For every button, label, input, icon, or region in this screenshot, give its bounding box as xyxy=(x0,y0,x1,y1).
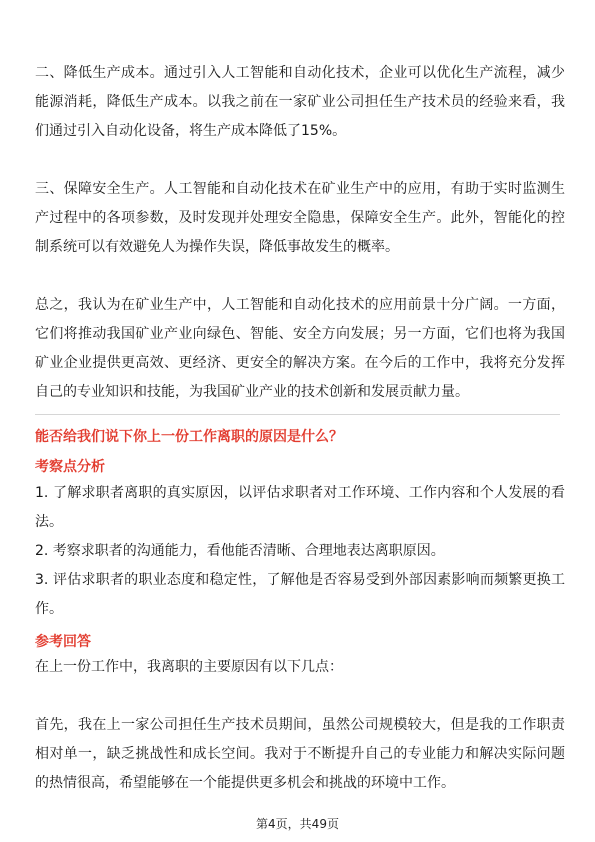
analysis-heading: 考察点分析 xyxy=(35,459,105,475)
page-number-footer: 第4页，共49页 xyxy=(256,817,339,831)
paragraph-safety: 三、保障安全生产。人工智能和自动化技术在矿业生产中的应用，有助于实时监测生产过程中的各项参数，及时发现并处理安全隐患，保障安全生产。此外，智能化的控制系统可以有效避免人为操作失误，降低事故发生的概率。 xyxy=(35,181,565,255)
paragraph-conclusion: 总之，我认为在矿业生产中，人工智能和自动化技术的应用前景十分广阔。一方面，它们将推动我国矿业产业向绿色、智能、安全方向发展；另一方面，它们也将为我国矿业企业提供更高效、更经济、更安全的解决方案。在今后的工作中，我将充分发挥自己的专业知识和技能，为我国矿业产业的技术创新和发展贡献力量。 xyxy=(35,297,565,400)
paragraph-cost-reduction: 二、降低生产成本。通过引入人工智能和自动化技术，企业可以优化生产流程，减少能源消耗，降低生产成本。以我之前在一家矿业公司担任生产技术员的经验来看，我们通过引入自动化设备，将生产成本降低了15%。 xyxy=(35,65,565,139)
answer-heading: 参考回答 xyxy=(35,634,91,650)
interview-question: 能否给我们说下你上一份工作离职的原因是什么？ xyxy=(35,429,343,445)
answer-intro: 在上一份工作中，我离职的主要原因有以下几点： xyxy=(35,659,343,675)
section-divider xyxy=(35,414,560,415)
answer-first-reason: 首先，我在上一家公司担任生产技术员期间，虽然公司规模较大，但是我的工作职责相对单一，缺乏挑战性和成长空间。我对于不断提升自己的专业能力和解决实际问题的热情很高，希望能够在一个能提供更多机会和挑战的环境中工作。 xyxy=(35,717,565,791)
analysis-item: 2. 考察求职者的沟通能力，看他能否清晰、合理地表达离职原因。 xyxy=(35,543,445,559)
analysis-item: 1. 了解求职者离职的真实原因，以评估求职者对工作环境、工作内容和个人发展的看法。 xyxy=(35,485,565,530)
analysis-item: 3. 评估求职者的职业态度和稳定性，了解他是否容易受到外部因素影响而频繁更换工作。 xyxy=(35,572,565,617)
